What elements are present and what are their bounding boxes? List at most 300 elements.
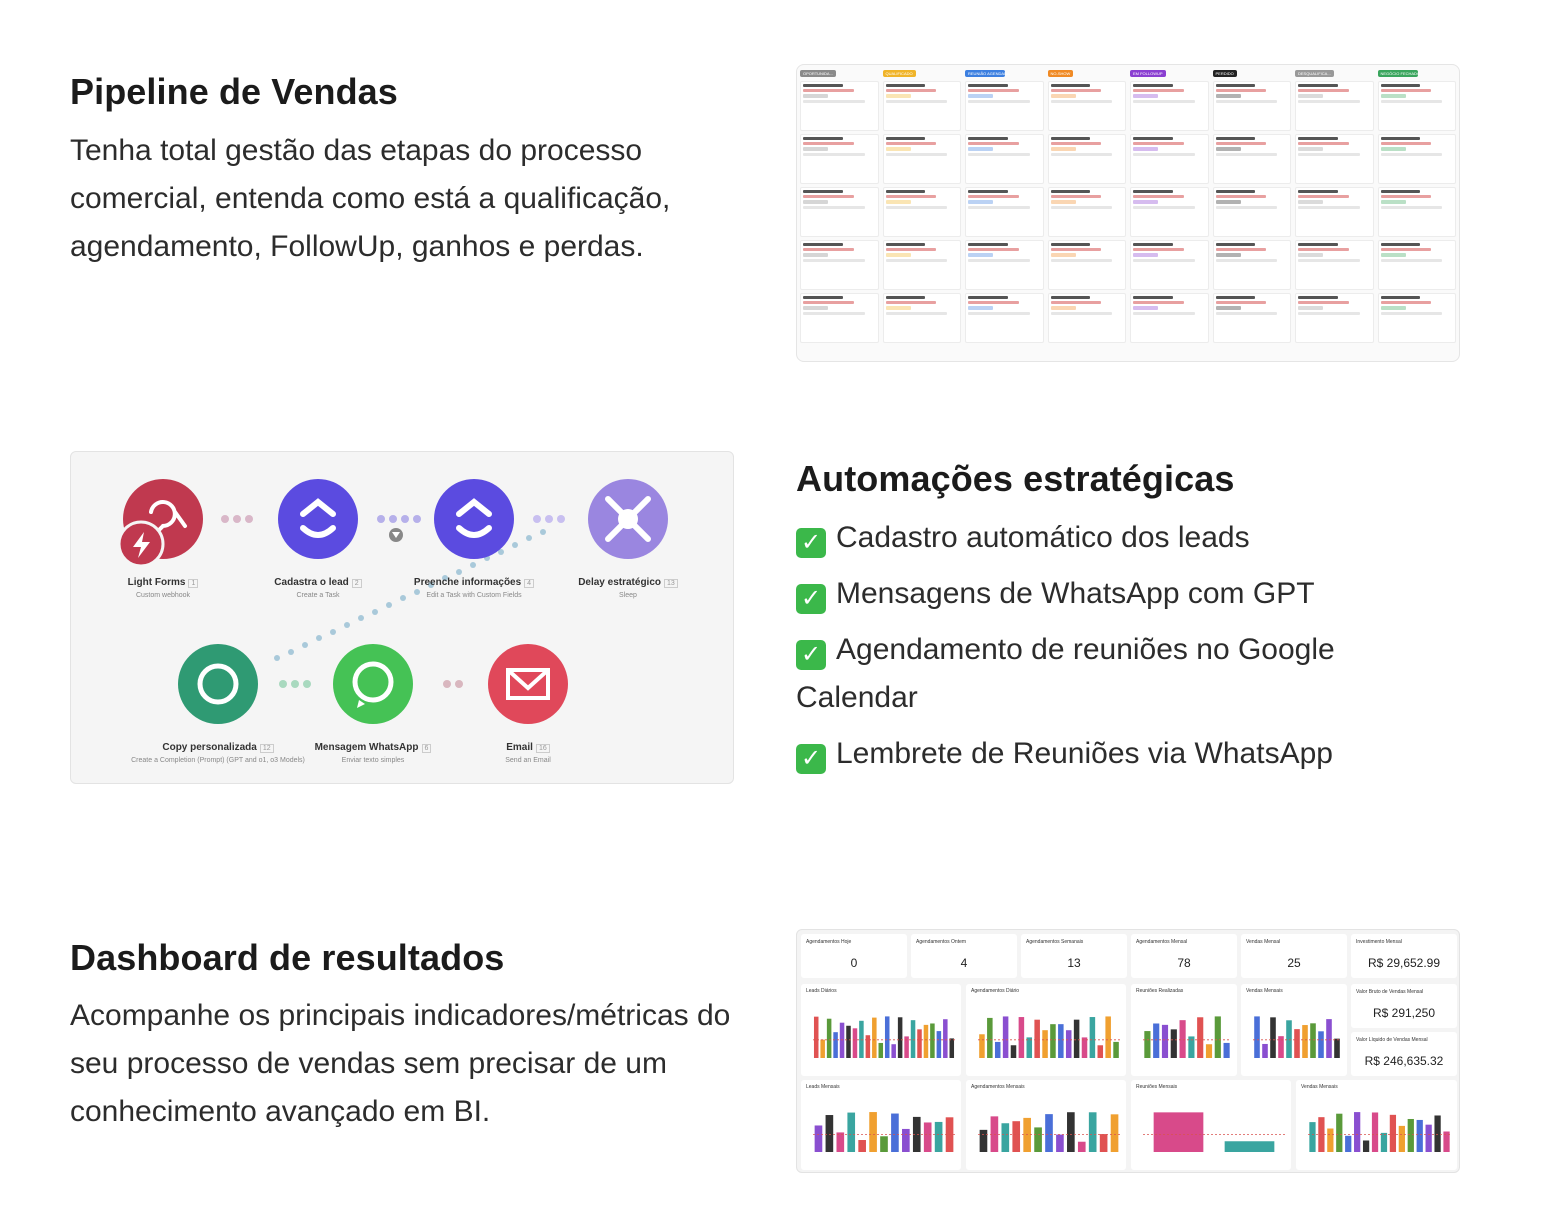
kanban-card-line [1216,94,1241,98]
node-copy-personalizada[interactable]: Copy personalizada 12 Create a Completion (Prompt) (GPT and o1, o3 Models) [131,742,305,764]
bar [833,1032,838,1058]
kanban-card-line [968,253,993,257]
bar [902,1129,910,1152]
kanban-card-line [968,248,1019,251]
kanban-card-line [968,306,993,310]
bar [1294,1029,1300,1058]
kanban-column-header[interactable] [883,69,962,78]
kanban-card-line [1133,253,1158,257]
kanban-card-line [803,142,854,145]
bar [917,1029,922,1058]
kanban-card[interactable] [883,293,962,343]
kanban-card-line [1381,301,1432,304]
chart-panel-title: Reuniões Mensais [1136,1084,1178,1090]
bar [1098,1045,1104,1058]
kanban-card-line [803,89,854,92]
kanban-card-line [1051,243,1091,246]
automation-item: ✓ Mensagens de WhatsApp com GPT [796,570,1436,618]
kanban-column-header[interactable] [965,69,1044,78]
kanban-card-line [886,190,926,193]
bar [1023,1118,1031,1152]
kanban-card-line [1051,142,1102,145]
bar [814,1017,819,1058]
email-node [488,644,568,724]
kanban-card-line [1051,89,1102,92]
kanban-card-line [1298,306,1323,310]
chart-panel [966,984,1126,1076]
chart-panel-title: Agendamentos Mensais [971,1084,1025,1090]
kanban-card-line [1298,243,1338,246]
bar [1171,1029,1177,1058]
kanban-card[interactable] [800,240,879,290]
bar [1113,1042,1119,1058]
kanban-card-line [886,312,948,315]
bar [1058,1024,1064,1058]
side-kpi-card: Valor Bruto de Vendas Mensal R$ 291,250 [1351,984,1457,1028]
kanban-card-line [1133,153,1195,156]
kanban-card-line [1381,200,1406,204]
kanban-card[interactable] [800,81,879,131]
kanban-card-line [1051,153,1113,156]
kanban-card-line [1216,248,1267,251]
kanban-card[interactable] [1048,240,1127,290]
chart-panel-title: Vendas Mensais [1301,1084,1338,1090]
bar [1056,1135,1064,1152]
kanban-card-line [886,253,911,257]
bar [1334,1039,1340,1058]
kanban-column-header[interactable] [1213,69,1292,78]
kanban-card-line [1298,301,1349,304]
kanban-card-line [886,243,926,246]
kanban-column-header[interactable] [1378,69,1457,78]
kanban-column [800,69,879,357]
bar [995,1042,1001,1058]
bar [1197,1017,1203,1058]
kanban-card-line [1298,253,1323,257]
bar [1327,1129,1333,1152]
check-icon: ✓ [796,584,826,614]
kanban-card[interactable] [965,134,1044,184]
kanban-card-line [886,259,948,262]
bar [1310,1023,1316,1058]
bar [1434,1115,1440,1152]
bar [891,1114,899,1152]
check-icon: ✓ [796,528,826,558]
kanban-card[interactable] [1213,187,1292,237]
kanban-card[interactable] [1130,240,1209,290]
kanban-card-line [1381,142,1432,145]
bar [1154,1112,1204,1152]
kanban-card-line [1133,301,1184,304]
bar [979,1034,985,1058]
kanban-card-line [1298,195,1349,198]
kanban-card[interactable] [1048,187,1127,237]
chart-panel [1241,984,1347,1076]
kanban-card-line [1298,89,1349,92]
kanban-card-line [968,190,1008,193]
kanban-card-line [968,301,1019,304]
kanban-card[interactable] [965,187,1044,237]
bar [1067,1112,1075,1152]
mini-chart [1241,984,1347,1076]
kanban-card-line [1298,142,1349,145]
pipeline-description: Tenha total gestão das etapas do processo comercial, entenda como está a qualificação, agendamento, FollowUp, ganhos e perdas. [70,134,671,263]
kanban-card-line [968,100,1030,103]
kanban-column-label: NO-SHOW [1048,70,1074,77]
kanban-card[interactable] [1048,293,1127,343]
bar [827,1019,832,1058]
kanban-card-line [968,147,993,151]
kanban-card-line [803,84,843,87]
kanban-column-header[interactable] [1048,69,1127,78]
kanban-card[interactable] [883,81,962,131]
kanban-card-line [968,200,993,204]
connector-3-4 [533,515,565,523]
whatsapp-node [333,644,413,724]
kanban-card[interactable] [883,187,962,237]
mini-chart [801,984,961,1076]
kanban-card-line [1298,153,1360,156]
kanban-card-line [803,200,828,204]
bar [1286,1020,1292,1058]
kanban-card-line [1051,100,1113,103]
kanban-card-line [886,206,948,209]
bar [1105,1016,1111,1058]
kanban-card[interactable] [1295,187,1374,237]
bar [1012,1121,1020,1152]
bar [1417,1120,1423,1152]
kanban-column [1295,69,1374,357]
kanban-card-line [1216,243,1256,246]
kanban-card[interactable] [883,240,962,290]
kanban-card-line [886,248,937,251]
kanban-card-line [803,147,828,151]
kanban-column-label: OPORTUNIDA... [800,70,836,77]
bar [836,1132,844,1152]
kanban-card-line [1298,94,1323,98]
kanban-card-line [1133,89,1184,92]
bar [1309,1122,1315,1152]
kanban-column-header[interactable] [800,69,879,78]
kanban-card-line [1216,84,1256,87]
kanban-card-line [968,243,1008,246]
kanban-column [1048,69,1127,357]
bar [1111,1114,1119,1152]
kanban-card[interactable] [800,187,879,237]
kanban-card-line [803,312,865,315]
kanban-card[interactable] [800,293,879,343]
kpi-card: Agendamentos Hoje 0 [801,934,907,978]
pipeline-kanban-screenshot [796,64,1460,362]
kanban-card-line [1381,137,1421,140]
kanban-card-line [1133,248,1184,251]
kanban-card[interactable] [883,134,962,184]
bar [930,1023,935,1058]
kanban-column-header[interactable] [1130,69,1209,78]
kanban-card-line [803,100,865,103]
kanban-card[interactable] [1295,293,1374,343]
bar [1345,1136,1351,1152]
bar [935,1122,943,1152]
bar [1066,1030,1072,1058]
kanban-card-line [803,243,843,246]
kanban-card[interactable] [1378,187,1457,237]
bar [1363,1140,1369,1152]
mini-chart [1131,1080,1291,1170]
chart-panel [801,984,961,1076]
kanban-card-line [1051,200,1076,204]
automation-item: ✓ Agendamento de reuniões no Google Calendar [796,633,1335,714]
bar [869,1112,877,1152]
kanban-card-line [1381,84,1421,87]
bar [1074,1020,1080,1058]
kanban-card[interactable] [1213,240,1292,290]
kanban-card[interactable] [1378,134,1457,184]
kanban-card-line [1051,259,1113,262]
kanban-card-line [1051,190,1091,193]
kanban-card-line [1051,137,1091,140]
kanban-card-line [1381,100,1443,103]
bar [1082,1037,1088,1058]
kanban-card[interactable] [965,293,1044,343]
side-kpi-card: Valor Líquido de Vendas Mensal R$ 246,635.32 [1351,1032,1457,1076]
kanban-card-line [1298,137,1338,140]
kanban-card-line [1298,147,1323,151]
bar [840,1023,845,1058]
kanban-card-line [1298,100,1360,103]
kpi-card: Investimento Mensal R$ 29,652.99 [1351,934,1457,978]
kanban-card[interactable] [1213,293,1292,343]
bar [943,1019,948,1058]
kanban-card-line [886,94,911,98]
bar [1215,1016,1221,1058]
kanban-card[interactable] [1130,293,1209,343]
kanban-card-line [886,142,937,145]
kanban-card-line [803,253,828,257]
mini-chart [966,1080,1126,1170]
kanban-card-line [1381,195,1432,198]
kanban-card-line [1216,301,1267,304]
kanban-card[interactable] [1130,134,1209,184]
kanban-card-line [1298,200,1323,204]
chart-panel [1131,1080,1291,1170]
bar [1381,1133,1387,1152]
kanban-card-line [1051,94,1076,98]
kanban-column-header[interactable] [1295,69,1374,78]
bar [1225,1141,1275,1152]
chart-panel [1296,1080,1457,1170]
kanban-card-line [886,100,948,103]
bar [1426,1125,1432,1152]
kanban-card[interactable] [965,240,1044,290]
kanban-card[interactable] [1048,81,1127,131]
bar [950,1038,955,1058]
kanban-card[interactable] [1378,81,1457,131]
kanban-card-line [1216,89,1267,92]
kanban-card-line [1381,306,1406,310]
kanban-card-line [1133,312,1195,315]
kanban-card-line [1381,243,1421,246]
connector-5-6 [279,680,311,688]
kanban-card-line [1051,248,1102,251]
kanban-card-line [1133,200,1158,204]
bar [1090,1017,1096,1058]
bar [1390,1115,1396,1152]
bar [1336,1114,1342,1152]
bar [1089,1112,1097,1152]
kanban-card-line [968,296,1008,299]
kanban-column-label: REUNIÃO AGENDADA [965,70,1005,77]
kanban-card-line [1133,296,1173,299]
kanban-card-line [1216,312,1278,315]
kanban-card-line [1133,147,1158,151]
kanban-card[interactable] [800,134,879,184]
kanban-card-line [1051,306,1076,310]
kanban-card-line [1381,296,1421,299]
kanban-card-line [1216,100,1278,103]
kanban-card-line [803,259,865,262]
kanban-card-line [968,84,1008,87]
flow-connections [71,452,735,785]
automation-item: ✓ Lembrete de Reuniões via WhatsApp [796,730,1436,778]
kanban-card-line [1381,153,1443,156]
kanban-card-line [1216,306,1241,310]
kanban-column [1213,69,1292,357]
bar [898,1017,903,1058]
chart-panel [801,1080,961,1170]
bar [1100,1134,1108,1152]
kanban-card[interactable] [1295,240,1374,290]
kanban-column-label: NEGÓCIO FECHADO [1378,70,1418,77]
bar [1270,1017,1276,1058]
bar [1408,1119,1414,1152]
bar [1180,1020,1186,1058]
kanban-card[interactable] [1213,134,1292,184]
automation-item: ✓ Cadastro automático dos leads [796,514,1436,562]
kanban-card-line [803,94,828,98]
bar [858,1140,866,1152]
kanban-card[interactable] [1130,187,1209,237]
node-light-forms[interactable]: Light Forms 1 Custom webhook [73,572,253,599]
mini-chart [1296,1080,1457,1170]
mini-chart [966,984,1126,1076]
kanban-card-line [886,200,911,204]
node-email[interactable]: Email 16 Send an Email [505,742,551,764]
kanban-card[interactable] [1130,81,1209,131]
kanban-card-line [886,301,937,304]
bar [1027,1037,1033,1058]
bar [1034,1127,1042,1152]
kanban-column [883,69,962,357]
kanban-card-line [1133,259,1195,262]
kanban-card-line [1051,253,1076,257]
check-icon: ✓ [796,640,826,670]
kanban-card-line [1216,200,1241,204]
kanban-card[interactable] [1295,134,1374,184]
bar [866,1035,871,1058]
kanban-card-line [886,296,926,299]
chart-panel-title: Agendamentos Diário [971,988,1020,994]
kanban-card-line [803,190,843,193]
automations-list [796,514,1436,786]
kanban-column [1378,69,1457,357]
pipeline-title: Pipeline de Vendas [70,71,398,112]
node-cadastra-lead[interactable]: Cadastra o lead 2 Create a Task [228,572,408,599]
chart-panel-title: Leads Mensais [806,1084,840,1090]
kanban-card-line [1381,253,1406,257]
mini-chart [801,1080,961,1170]
bar [1144,1031,1150,1058]
kanban-card-line [1381,259,1443,262]
bar [1399,1126,1405,1152]
connector-1-2 [221,515,253,523]
bar [1034,1020,1040,1058]
bar [1003,1016,1009,1058]
chart-panel [966,1080,1126,1170]
kanban-card[interactable] [1213,81,1292,131]
kanban-card-line [1216,195,1267,198]
bar [980,1130,988,1152]
kanban-card-line [1216,153,1278,156]
kanban-card-line [1381,312,1443,315]
kanban-card-line [803,296,843,299]
node-mensagem-whatsapp[interactable]: Mensagem WhatsApp 6 Enviar texto simples [283,737,463,764]
kanban-card-line [1051,312,1113,315]
kanban-card-line [1133,100,1195,103]
node-delay[interactable]: Delay estratégico 13 Sleep [538,572,718,599]
kanban-card[interactable] [1378,293,1457,343]
kpi-card: Agendamentos Semanais 13 [1021,934,1127,978]
kanban-card-line [1216,190,1256,193]
kanban-card-line [1133,84,1173,87]
bar [987,1018,993,1058]
bar [872,1018,877,1058]
kanban-column-label: DESQUALIFICA... [1295,70,1334,77]
kanban-card[interactable] [1378,240,1457,290]
kanban-column-label: EM FOLLOWUP [1130,70,1166,77]
kanban-card-line [1133,306,1158,310]
node-preenche-informacoes[interactable]: Preenche informações 4 Edit a Task with Custom Fields [384,572,564,599]
kanban-card-line [968,195,1019,198]
kanban-card[interactable] [1295,81,1374,131]
kpi-card: Agendamentos Ontem 4 [911,934,1017,978]
kanban-card-line [886,153,948,156]
bar [937,1031,942,1058]
bar [859,1021,864,1058]
kanban-card-line [886,137,926,140]
kanban-card-line [1298,248,1349,251]
kanban-card-line [1381,190,1421,193]
bar [1153,1023,1159,1058]
bar [1326,1019,1332,1058]
chart-panel-title: Vendas Mensais [1246,988,1283,994]
cadastra-lead-node [278,479,358,559]
bar [1019,1017,1025,1058]
kanban-card-line [1298,312,1360,315]
bar [911,1020,916,1058]
bar [815,1125,823,1152]
kanban-card-line [886,89,937,92]
kanban-card-line [886,84,926,87]
preenche-node [434,479,514,559]
kanban-card[interactable] [965,81,1044,131]
mini-chart [1131,984,1237,1076]
kanban-card-line [968,137,1008,140]
kanban-card[interactable] [1048,134,1127,184]
kanban-card-line [1051,301,1102,304]
kanban-card-line [1133,243,1173,246]
kanban-card-line [1298,296,1338,299]
